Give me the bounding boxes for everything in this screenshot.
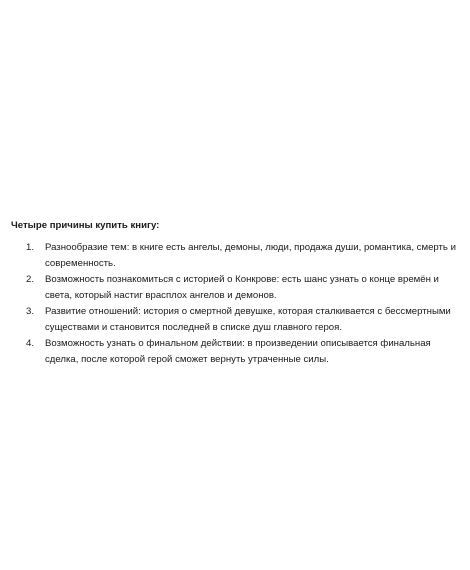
reasons-list [12, 240, 462, 368]
list-item-number: 2. [25, 274, 34, 285]
list-item [12, 272, 462, 304]
list-item-number: 1. [25, 242, 34, 253]
list-item-number: 4. [25, 338, 34, 349]
list-item-text: Возможность узнать о финальном действии: в произведении описывается финальная сделка, после которой герой сможет вернуть утраченные силы. [45, 338, 431, 365]
list-item-text: Возможность познакомиться с историей о Конкрове: есть шанс узнать о конце времён и света, который настиг врасплох ангелов и демонов. [45, 274, 439, 301]
list-item-number: 3. [25, 306, 34, 317]
list-item [12, 304, 462, 336]
document-heading: Четыре причины купить книгу: [11, 220, 160, 231]
list-item [12, 336, 462, 368]
list-item-text: Разнообразие тем: в книге есть ангелы, демоны, люди, продажа души, романтика, смерть и современность. [45, 242, 456, 269]
list-item [12, 240, 462, 272]
list-item-text: Развитие отношений: история о смертной девушке, которая сталкивается с бессмертными существами и становится последней в списке душ главного героя. [45, 306, 451, 333]
